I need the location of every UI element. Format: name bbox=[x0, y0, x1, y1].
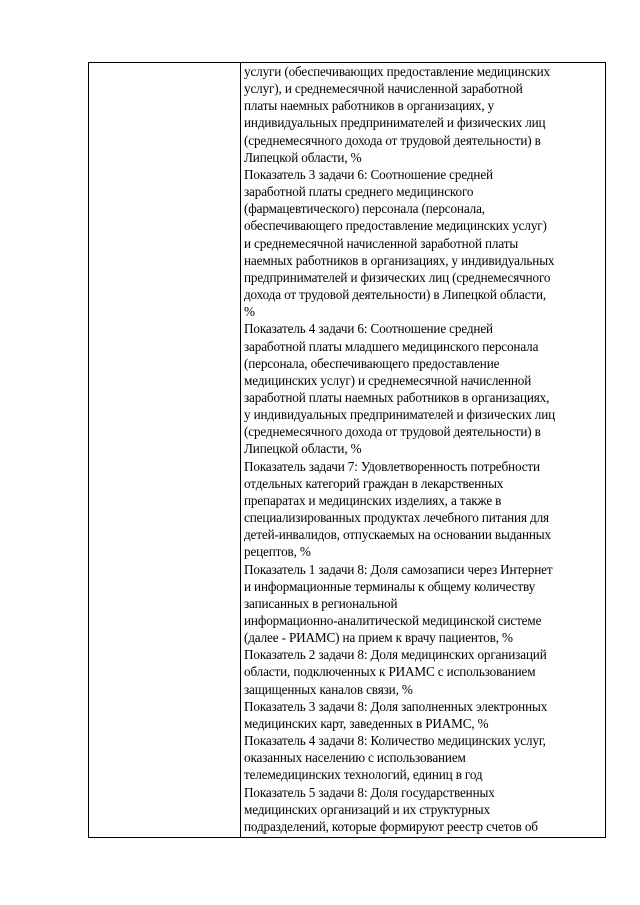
table-left-column bbox=[89, 63, 241, 837]
indicators-text: услуги (обеспечивающих предоставление медицинских услуг), и среднемесячной начисленной заработной платы наемных работников в организациях, у индивидуальных предпринимателей и физических лиц (среднемесячного дохода от трудовой деятельности) в Липецкой области, % Показатель 3 задачи 6: Соотношение средней заработной платы среднего медицинского (фармацевтического) персонала (персонала, обеспечивающего предоставление медицинских услуг) и среднемесячной начисленной заработной платы наемных работников в организациях, у индивидуальных предпринимателей и физических лиц (среднемесячного дохода от трудовой деятельности) в Липецкой области, % Показатель 4 задачи 6: Соотношение средней заработной платы младшего медицинского персонала (персонала, обеспечивающего предоставление медицинских услуг) и среднемесячной начисленной заработной платы наемных работников в организациях, у индивидуальных предпринимателей и физических лиц (среднемесячного дохода от трудовой деятельности) в Липецкой области, % Показатель задачи 7: Удовлетворенность потребности отдельных категорий граждан в лекарственных препаратах и медицинских изделиях, а также в специализированных продуктах лечебного питания для детей-инвалидов, отпускаемых на основании выданных рецептов, % Показатель 1 задачи 8: Доля самозаписи через Интернет и информационные терминалы к общему количеству записанных в региональной информационно-аналитической медицинской системе (далее - РИАМС) на прием к врачу пациентов, % Показатель 2 задачи 8: Доля медицинских организаций области, подключенных к РИАМС с использованием защищенных каналов связи, % Показатель 3 задачи 8: Доля заполненных электронных медицинских карт, заведенных в РИАМС, % Показатель 4 задачи 8: Количество медицинских услуг, оказанных населению с использованием телемедицинских технологий, единиц в год Показатель 5 задачи 8: Доля государственных медицинских организаций и их структурных подразделений, которые формируют реестр счетов об bbox=[244, 64, 556, 834]
table-right-column bbox=[241, 63, 605, 837]
indicators-table bbox=[88, 62, 606, 838]
